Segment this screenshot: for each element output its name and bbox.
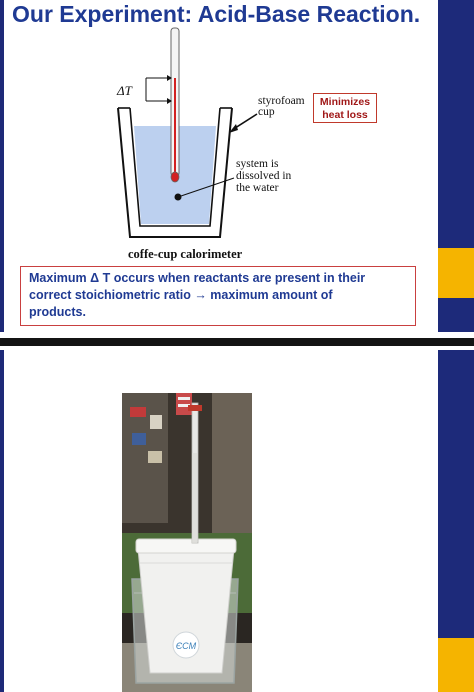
callout-line-1: Minimizes: [319, 96, 371, 108]
slide-photo: [0, 350, 474, 692]
cup-lid: [136, 539, 236, 553]
slide-title: Our Experiment: Acid-Base Reaction.: [12, 1, 421, 27]
cup-sticker-text: ЄCM: [175, 641, 197, 651]
slide-divider: [0, 332, 474, 350]
slide-accent-band: [438, 0, 474, 332]
system-label: system is: [236, 158, 279, 170]
system-label-2: dissolved in: [236, 170, 292, 182]
delta-t-label: ΔT: [117, 83, 132, 98]
slide-acid-base: [0, 0, 474, 332]
note-line-2: correct stoichiometric ratio → maximum amount of: [29, 288, 333, 302]
system-dot: [175, 194, 182, 201]
thermometer-bulb: [171, 172, 179, 182]
styrofoam-label: styrofoam: [258, 95, 305, 107]
heat-loss-callout: [313, 93, 377, 123]
calorimeter-photo: [122, 393, 252, 692]
stoichiometry-note: [20, 266, 416, 326]
accent-gold-block: [438, 248, 474, 298]
note-line-1: Maximum Δ T occurs when reactants are present in their: [29, 271, 366, 285]
slide-left-rule: [0, 350, 4, 692]
diagram-caption: coffe-cup calorimeter: [128, 247, 243, 261]
photo-illustration: [122, 393, 252, 692]
accent-gold-block: [438, 638, 474, 692]
callout-line-2: heat loss: [322, 109, 368, 121]
slide-accent-band: [438, 350, 474, 692]
styrofoam-label-2: cup: [258, 106, 275, 118]
system-label-3: the water: [236, 182, 279, 194]
note-line-3: products.: [29, 305, 86, 319]
